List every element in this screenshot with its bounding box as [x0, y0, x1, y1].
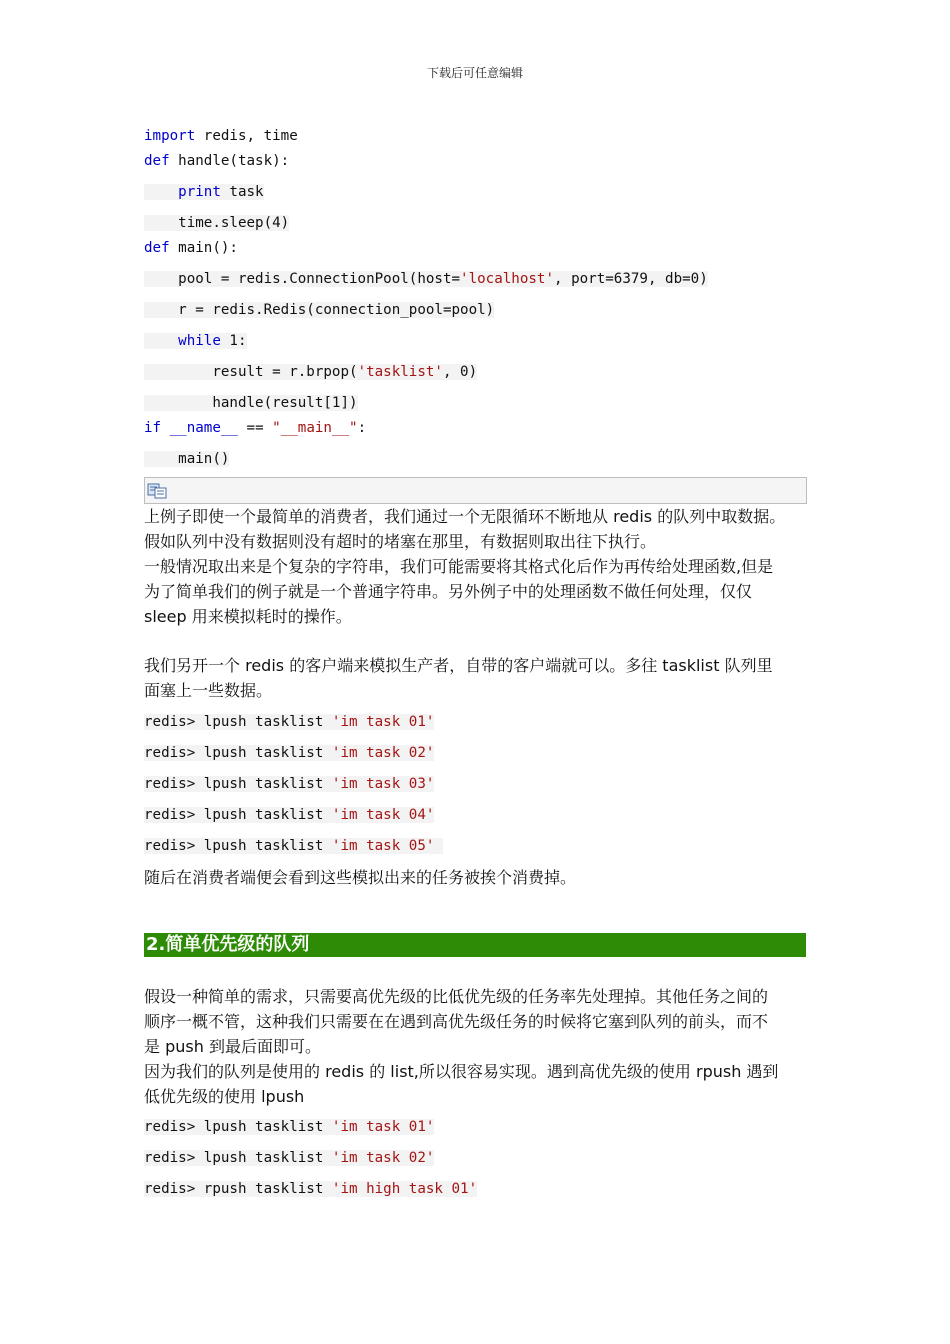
section-heading: 2.简单优先级的队列 [144, 933, 806, 957]
text-line: 面塞上一些数据。 [144, 681, 273, 700]
text-line: 低优先级的使用 lpush [144, 1087, 305, 1106]
code-line: result = r.brpop('tasklist', 0) [144, 364, 478, 380]
text-line: 因为我们的队列是使用的 redis 的 list,所以很容易实现。遇到高优先级的使用 rpush 遇到 [144, 1062, 779, 1081]
text-line: 是 push 到最后面即可。 [144, 1037, 321, 1056]
command-line: redis> lpush tasklist 'im task 01' [144, 714, 435, 730]
command-line: redis> rpush tasklist 'im high task 01' [144, 1181, 478, 1197]
text-line: 为了简单我们的例子就是一个普通字符串。另外例子中的处理函数不做任何处理，仅仅 [144, 582, 753, 601]
code-line: pool = redis.ConnectionPool(host='localhost', port=6379, db=0) [144, 271, 708, 287]
code-line: if __name__ == "__main__": [144, 420, 367, 436]
code-line: import redis, time [144, 128, 298, 144]
text-line: 上例子即使一个最简单的消费者，我们通过一个无限循环不断地从 redis 的队列中取数据。 [144, 507, 786, 526]
command-line: redis> lpush tasklist 'im task 04' [144, 807, 435, 823]
command-line: redis> lpush tasklist 'im task 02' [144, 745, 435, 761]
code-line: time.sleep(4) [144, 215, 290, 231]
text-line: 一般情况取出来是个复杂的字符串，我们可能需要将其格式化后作为再传给处理函数,但是 [144, 557, 774, 576]
text-line: 我们另开一个 redis 的客户端来模拟生产者，自带的客户端就可以。多往 tasklist 队列里 [144, 656, 773, 675]
command-line: redis> lpush tasklist 'im task 05' [144, 836, 443, 856]
code-line: main() [144, 451, 230, 467]
code-line: r = redis.Redis(connection_pool=pool) [144, 302, 495, 318]
code-line: print task [144, 182, 264, 202]
copy-code-icon[interactable] [147, 483, 169, 499]
command-line: redis> lpush tasklist 'im task 01' [144, 1119, 435, 1135]
code-line: def handle(task): [144, 153, 290, 169]
text-line: 假设一种简单的需求，只需要高优先级的比低优先级的任务率先处理掉。其他任务之间的 [144, 987, 769, 1006]
command-line: redis> lpush tasklist 'im task 02' [144, 1150, 435, 1166]
code-line: while 1: [144, 331, 247, 351]
command-line: redis> lpush tasklist 'im task 03' [144, 776, 435, 792]
code-line: handle(result[1]) [144, 395, 358, 411]
text-line: 随后在消费者端便会看到这些模拟出来的任务被挨个消费掉。 [144, 868, 577, 887]
text-line: sleep 用来模拟耗时的操作。 [144, 607, 352, 626]
code-line: def main(): [144, 240, 238, 256]
code-toolbar [144, 477, 807, 504]
text-line: 假如队列中没有数据则没有超时的堵塞在那里，有数据则取出往下执行。 [144, 532, 657, 551]
page-header: 下载后可任意编辑 [426, 66, 523, 80]
text-line: 顺序一概不管，这种我们只需要在在遇到高优先级任务的时候将它塞到队列的前头，而不 [144, 1012, 769, 1031]
